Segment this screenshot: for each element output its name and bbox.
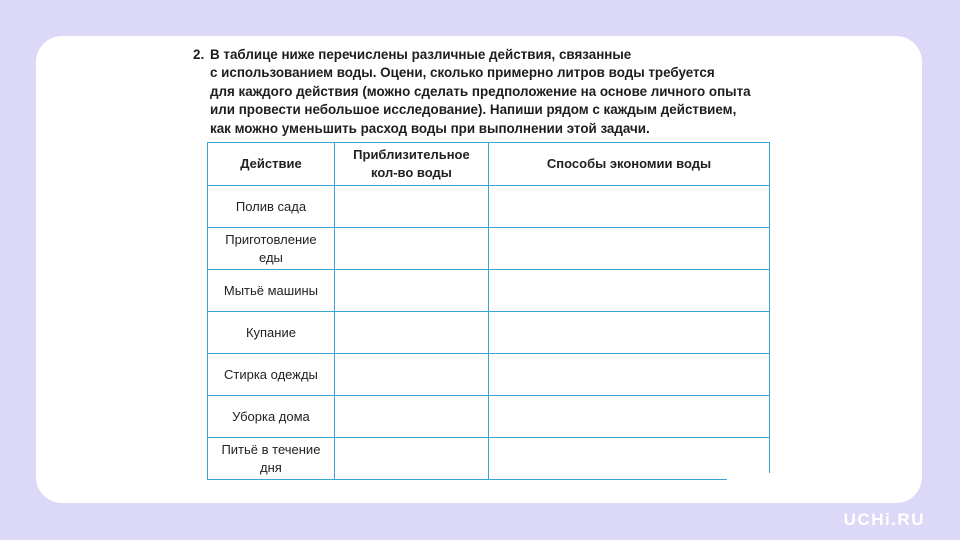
task-line: для каждого действия (можно сделать предположение на основе личного опыта bbox=[210, 83, 751, 99]
table-row bbox=[208, 186, 770, 228]
corner-mask bbox=[727, 473, 787, 500]
amount-cell[interactable] bbox=[334, 354, 488, 396]
task-line: или провести небольшое исследование). Напиши рядом с каждым действием, bbox=[210, 102, 737, 118]
amount-cell[interactable] bbox=[334, 438, 488, 480]
table-row bbox=[208, 354, 770, 396]
water-usage-table bbox=[207, 142, 770, 480]
amount-cell[interactable] bbox=[334, 270, 488, 312]
amount-cell[interactable] bbox=[334, 312, 488, 354]
amount-cell[interactable] bbox=[334, 186, 488, 228]
task-line: 2. В таблице ниже перечислены различные действия, связанные bbox=[193, 46, 793, 64]
table-header-row bbox=[208, 143, 770, 186]
task-text bbox=[193, 46, 793, 138]
saving-cell[interactable] bbox=[488, 270, 769, 312]
action-cell: Уборка дома bbox=[208, 396, 335, 438]
saving-cell[interactable] bbox=[488, 186, 769, 228]
saving-cell[interactable] bbox=[488, 396, 769, 438]
amount-cell[interactable] bbox=[334, 396, 488, 438]
action-cell: Мытьё машины bbox=[208, 270, 335, 312]
action-cell: Полив сада bbox=[208, 186, 335, 228]
table-row bbox=[208, 396, 770, 438]
saving-cell[interactable] bbox=[488, 354, 769, 396]
table-row bbox=[208, 438, 770, 480]
saving-cell[interactable] bbox=[488, 312, 769, 354]
amount-cell[interactable] bbox=[334, 228, 488, 270]
task-line: как можно уменьшить расход воды при выполнении этой задачи. bbox=[210, 120, 650, 136]
table-row bbox=[208, 312, 770, 354]
table-row bbox=[208, 228, 770, 270]
action-cell: Приготовление еды bbox=[208, 228, 335, 270]
action-cell: Питьё в течение дня bbox=[208, 438, 335, 480]
header-amount: Приблизительное кол-во воды bbox=[334, 143, 488, 186]
action-cell: Купание bbox=[208, 312, 335, 354]
task-number: 2. bbox=[193, 47, 205, 62]
saving-cell[interactable] bbox=[488, 228, 769, 270]
uchi-logo: UCHi.RU bbox=[843, 510, 925, 529]
task-line: с использованием воды. Оцени, сколько примерно литров воды требуется bbox=[210, 65, 715, 81]
header-action: Действие bbox=[208, 143, 335, 186]
action-cell: Стирка одежды bbox=[208, 354, 335, 396]
table-row bbox=[208, 270, 770, 312]
header-saving: Способы экономии воды bbox=[488, 143, 769, 186]
